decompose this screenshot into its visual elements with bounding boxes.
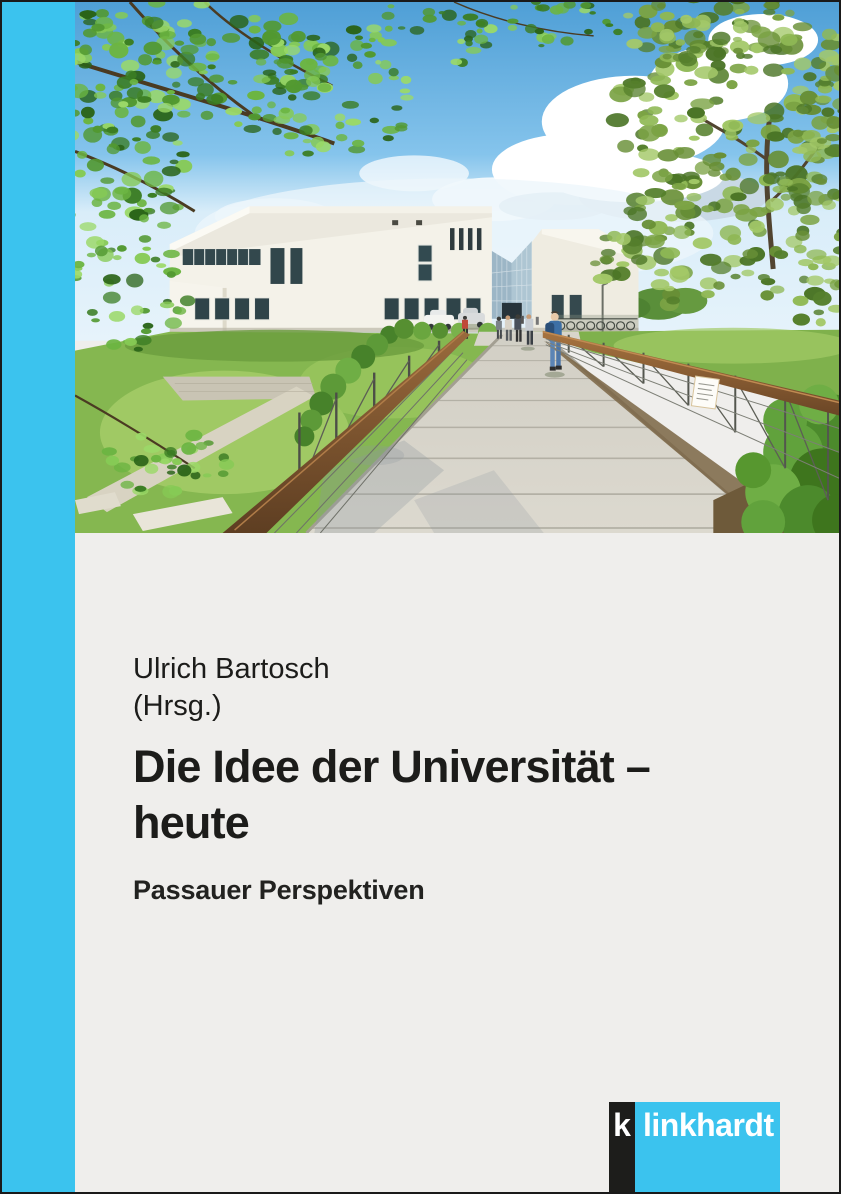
- cover-photo: [75, 2, 839, 533]
- book-title-line1: Die Idee der Universität –: [133, 741, 650, 792]
- editor-note: (Hrsg.): [133, 690, 222, 722]
- logo-name-block: [635, 1102, 780, 1192]
- publisher-logo: [609, 1102, 780, 1192]
- bike-racks: [554, 315, 639, 331]
- book-title: [133, 739, 650, 851]
- logo-name: linkhardt: [643, 1107, 774, 1143]
- author-name: Ulrich Bartosch: [133, 653, 330, 685]
- book-title-line2: heute: [133, 797, 250, 848]
- book-subtitle: Passauer Perspektiven: [133, 875, 425, 905]
- author-block: [133, 651, 330, 725]
- logo-initial: k: [613, 1107, 631, 1143]
- logo-initial-block: [609, 1102, 635, 1192]
- accent-stripe: [2, 2, 75, 1192]
